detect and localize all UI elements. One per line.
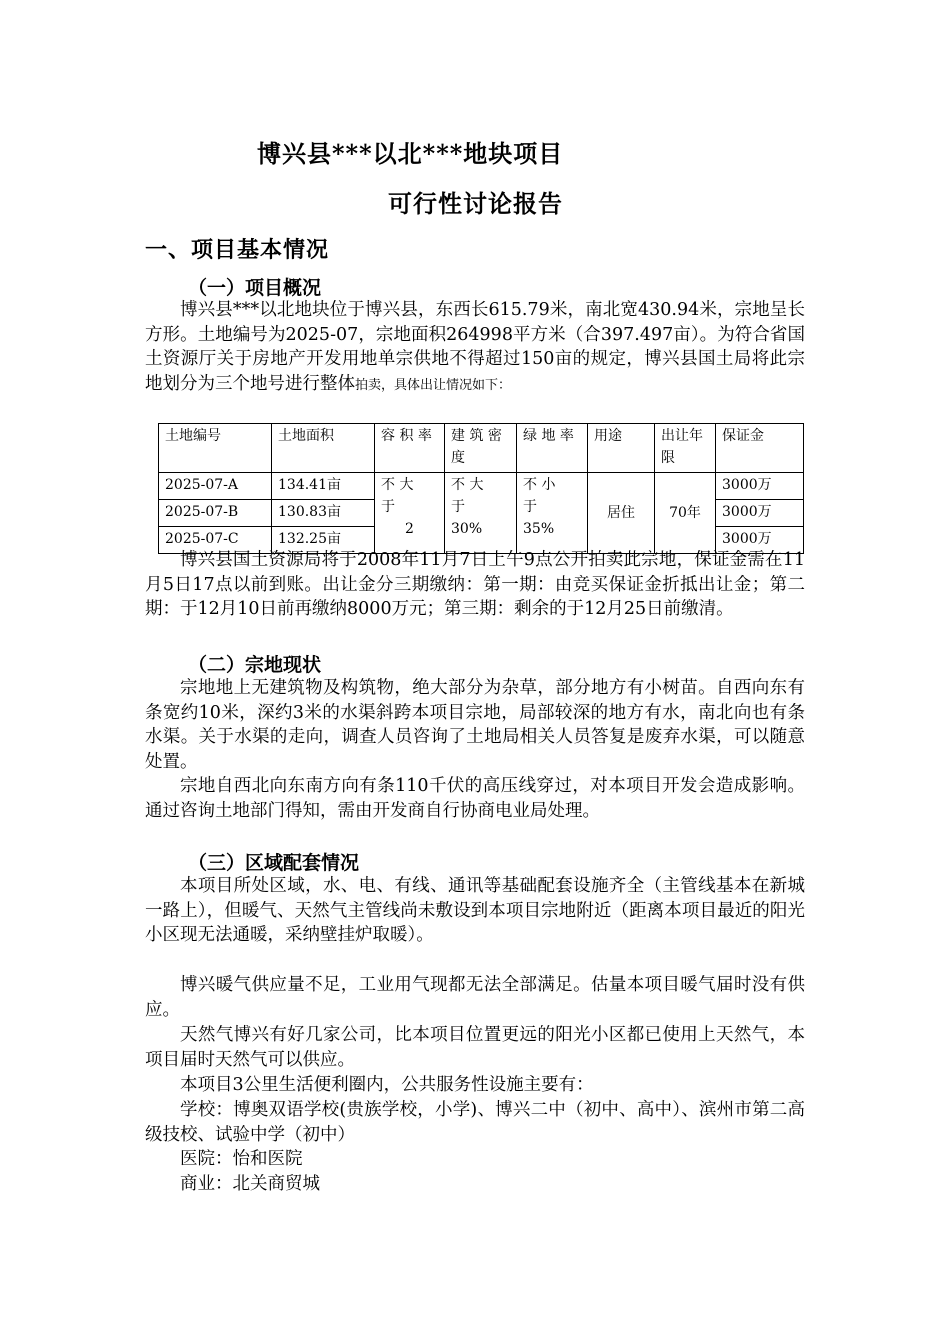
table-header-cell: 土地编号: [159, 424, 272, 473]
far-line-c: 2: [405, 521, 414, 537]
table-cell-area: 134.41亩: [272, 473, 375, 500]
far-line-b: 于: [381, 499, 395, 515]
paragraph-overview: [145, 298, 805, 398]
report-title-line1: 博兴县***以北***地块项目: [257, 139, 564, 168]
paragraph-site-status: 宗地地上无建筑物及构筑物，绝大部分为杂草，部分地方有小树苗。自西向东有条宽约10米，深约3米的水渠斜跨本项目宗地，局部较深的地方有水，南北向也有条水渠。关于水渠的走向，调查人员咨询了土地局相关人员答复是废弃水渠，可以随意处置。: [145, 678, 805, 772]
table-cell-area: 132.25亩: [272, 527, 375, 554]
table-row: [159, 473, 804, 500]
density-line-a: 不 大: [451, 477, 484, 493]
paragraph-overview-main: 博兴县***以北地块位于博兴县，东西长615.79米，南北宽430.94米，宗地呈长方形。土地编号为2025-07，宗地面积264998平方米（合397.497亩）。为符合省国土资源厅关于房地产开发用地单宗供地不得超过150亩的规定，博兴县国土局将此宗地划分为三个地号进行整体: [145, 300, 805, 394]
table-header-cell: 用途: [588, 424, 655, 473]
table-header-cell: 土地面积: [272, 424, 375, 473]
paragraph-schools: 学校：博奥双语学校(贵族学校，小学)、博兴二中（初中、高中）、滨州市第二高级技校、试验中学（初中）: [145, 1100, 805, 1145]
green-line-c: 35%: [523, 521, 555, 537]
green-line-a: 不 小: [523, 477, 556, 493]
table-cell-id: 2025-07-A: [159, 473, 272, 500]
table-cell-id: 2025-07-B: [159, 500, 272, 527]
paragraph-auction: 博兴县国土资源局将于2008年11月7日上午9点公开拍卖此宗地，保证金需在11月5日17点以前到账。出让金分三期缴纳：第一期：由竞买保证金折抵出让金；第二期：于12月10日前再缴纳8000万元；第三期：剩余的于12月25日前缴清。: [145, 550, 805, 619]
table-cell-term: 70年: [655, 473, 716, 554]
paragraph-heating: 博兴暖气供应量不足，工业用气现都无法全部满足。估量本项目暖气届时没有供应。: [145, 975, 805, 1020]
land-table: [158, 423, 804, 554]
subsection-heading-overview: （一）项目概况: [188, 277, 322, 299]
table-header-cell: 容 积 率: [375, 424, 445, 473]
green-line-b: 于: [523, 499, 537, 515]
paragraph-infrastructure: 本项目所处区域，水、电、有线、通讯等基础配套设施齐全（主管线基本在新城一路上），但暖气、天然气主管线尚未敷设到本项目宗地附近（距离本项目最近的阳光小区现无法通暖，采纳壁挂炉取暖）。: [145, 876, 805, 945]
paragraph-services-intro: 本项目3公里生活便利圈内，公共服务性设施主要有：: [180, 1075, 594, 1095]
table-header-cell: 建 筑 密 度: [445, 424, 517, 473]
paragraph-overview-small: 拍卖，具体出让情况如下：: [355, 377, 512, 393]
table-cell-green: [517, 473, 588, 554]
paragraph-power-line: 宗地自西北向东南方向有条110千伏的高压线穿过，对本项目开发会造成影响。通过咨询土地部门得知，需由开发商自行协商电业局处理。: [145, 776, 805, 821]
table-cell-id: 2025-07-C: [159, 527, 272, 554]
table-cell-density: [445, 473, 517, 554]
table-header-cell: 保证金: [716, 424, 804, 473]
table-cell-deposit: 3000万: [716, 473, 804, 500]
section-heading-basic-info: 一、项目基本情况: [145, 237, 330, 263]
subsection-heading-facilities: （三）区域配套情况: [188, 852, 360, 874]
table-cell-far: [375, 473, 445, 554]
paragraph-gas: 天然气博兴有好几家公司，比本项目位置更远的阳光小区都已使用上天然气，本项目届时天然气可以供应。: [145, 1025, 805, 1070]
table-cell-deposit: 3000万: [716, 500, 804, 527]
table-cell-use: 居住: [588, 473, 655, 554]
table-header-row: [159, 424, 804, 473]
paragraph-commerce: 商业：北关商贸城: [180, 1174, 320, 1194]
table-header-cell: 出让年限: [655, 424, 716, 473]
report-title-line2: 可行性讨论报告: [388, 189, 563, 218]
subsection-heading-site-status: （二）宗地现状: [188, 654, 322, 676]
table-header-cell: 绿 地 率: [517, 424, 588, 473]
table-cell-deposit: 3000万: [716, 527, 804, 554]
density-line-b: 于: [451, 499, 465, 515]
paragraph-hospital: 医院：怡和医院: [180, 1149, 303, 1169]
density-line-c: 30%: [451, 521, 483, 537]
far-line-a: 不 大: [381, 477, 414, 493]
table-cell-area: 130.83亩: [272, 500, 375, 527]
